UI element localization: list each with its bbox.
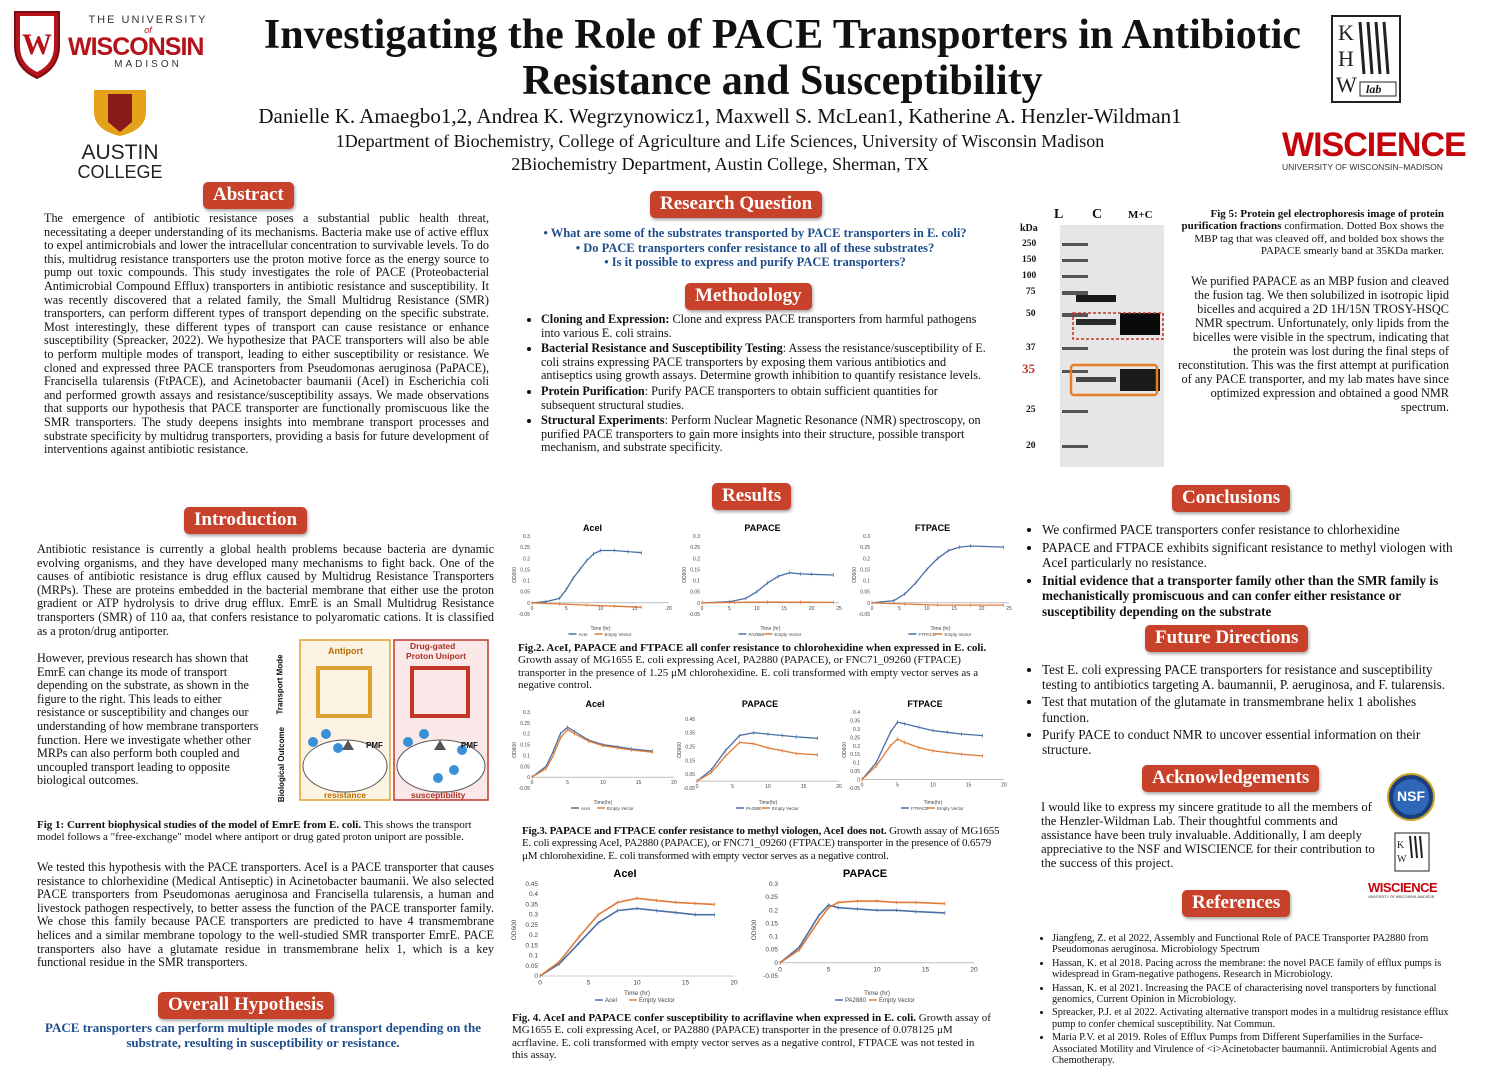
chart-x-tick-label: 5 [728, 605, 731, 612]
gel-marker-150: 150 [1022, 255, 1037, 265]
abstract-heading: Abstract [203, 182, 294, 209]
chart-x-tick-label: 5 [896, 782, 899, 789]
chart-y-tick-label: 0.05 [690, 589, 700, 596]
gel-marker-250: 250 [1022, 239, 1037, 249]
chart-x-tick-label: 15 [781, 605, 787, 612]
uw-crest [12, 6, 62, 81]
chart-x-tick-label: 10 [873, 966, 881, 974]
chart-y-label: OD600 [852, 567, 858, 583]
chart-svg [510, 866, 740, 1006]
chart-x-tick-label: 20 [978, 605, 985, 612]
fig1-uniport-label-2: Proton Uniport [406, 651, 466, 661]
svg-text:K: K [1338, 20, 1354, 45]
fig1-uniport-label-1: Drug-gated [410, 641, 456, 651]
chart-x-tick-label: 20 [666, 605, 672, 612]
chart-x-label: Time(hr) [758, 800, 778, 806]
khw-lab-small-logo [1394, 832, 1430, 872]
chart-y-tick-label: 0.1 [523, 578, 530, 585]
chart-x-tick-label: 0 [870, 605, 874, 612]
chart-series-line [872, 546, 1004, 603]
chart-svg [750, 866, 980, 1006]
uw-of: of [144, 25, 152, 35]
methodology-item: • Cloning and Expression: Clone and express PACE transporters from harmful pathogens into various E. coli strains. [541, 313, 987, 340]
wiscience-small-logo [1368, 880, 1448, 899]
chart-y-tick-label: 0.35 [685, 730, 695, 737]
fig5-caption: Fig 5: Protein gel electrophoresis image of protein purification fractions confirmation. Dotted Box shows the MBP tag that was cleaved off, and bolded box shows the PAPACE smearly band at 35KDa marker. [1181, 208, 1444, 258]
gel-marker-25: 25 [1026, 405, 1036, 415]
gel-marker-75: 75 [1026, 287, 1036, 297]
chart-y-tick-label: 0.45 [685, 716, 695, 723]
chart-y-tick-label: 0.1 [528, 952, 538, 960]
fig1-caption-rest: This shows the transport model follows a "free-exchange" model where antiport or drug gated proton uniport are possible. [37, 819, 472, 844]
chart-y-tick-label: 0.4 [853, 710, 860, 716]
chart-y-tick-label: 0 [697, 600, 700, 607]
chart-x-tick-label: 15 [965, 782, 972, 789]
austin-college-logo [70, 86, 170, 181]
chart-y-tick-label: 0 [867, 600, 870, 607]
chart-legend-label: Empty Vector [639, 998, 675, 1004]
chart-title: FTPACE [907, 699, 943, 709]
chart-y-tick-label: 0.45 [525, 881, 538, 888]
chart-y-tick-label: 0.1 [693, 578, 700, 585]
fig1-biological-outcome-label: Biological Outcome [277, 726, 287, 803]
chart-svg [680, 522, 845, 640]
gel-lane-c: C [1092, 207, 1103, 222]
intro-paragraph-3: We tested this hypothesis with the PACE transporters. AceI is a PACE transporter that causes resistance to chlorhexidine (Medical Antiseptic) in Acinetobacter baumanii. We also selected PACE transporters from Pseudomonas aeruginosa and Francisella tularensis, a human and livestock pathogen respectively, to better assess the function of the PACE transporter family. We chose this family because PACE transporters are predicted to have 4 transmembrane helices and a similar membrane topology to the well-studied SMR transporter EmrE. PACE transporters also have a glutamate residue in transmembrane helix 1, which is a key functional residue in the SMR transporters. [37, 860, 494, 970]
nsf-text: NSF [1397, 788, 1425, 804]
chart-legend-label: PA2880 [845, 998, 866, 1004]
chart-y-tick-label: 0.15 [685, 758, 695, 765]
chart-x-tick-label: 0 [530, 780, 534, 787]
gel-marker-50: 50 [1026, 309, 1036, 319]
chart-y-tick-label: 0.05 [520, 764, 530, 771]
chart-x-tick-label: 20 [730, 979, 738, 987]
chart-series-line [697, 733, 818, 781]
chart-y-tick-label: 0 [774, 959, 778, 967]
wiscience-text: WISCIENCE [1282, 126, 1466, 164]
gel-marker-37: 37 [1026, 343, 1036, 353]
chart-legend-label: AceI [605, 998, 618, 1004]
introduction-heading: Introduction [184, 507, 307, 534]
methodology-item: • Protein Purification: Purify PACE transporters to obtain sufficient quantities for subsequent structural studies. [541, 385, 987, 412]
chart-y-tick-label: 0.35 [525, 901, 538, 909]
chart-y-tick-label: 0 [527, 600, 530, 607]
fig1-caption-bold: Fig 1: Current biophysical studies of the model of EmrE from E. coli. [37, 819, 362, 831]
research-question-1: • What are some of the substrates transported by PACE transporters in E. coli? [543, 226, 967, 240]
chart-series-line [780, 905, 945, 963]
chart-series-line [702, 573, 834, 603]
references-list [1042, 933, 1452, 1068]
chart-y-tick-label: 0.15 [520, 567, 530, 574]
chart-svg [675, 698, 845, 814]
research-question-2: • Do PACE transporters confer resistance to all of these substrates? [575, 240, 935, 255]
gel-image [1018, 205, 1168, 467]
chart-y-tick-label: 0.25 [690, 545, 700, 552]
chart-x-tick-label: 15 [800, 784, 807, 791]
svg-text:W: W [1397, 854, 1407, 865]
chart-x-tick-label: 0 [778, 966, 782, 974]
chart-series-line [780, 901, 945, 963]
fig1-transport-mode-label: Transport Mode [275, 654, 285, 715]
chart-svg [510, 698, 680, 814]
affiliation-1: 1Department of Biochemistry, College of Agriculture and Life Sciences, University of Wisconsin Madison [335, 131, 1105, 151]
chart-y-label: OD600 [842, 742, 848, 758]
chart-legend-label: PA2880 [746, 806, 762, 811]
chart-x-tick-label: 0 [695, 784, 699, 791]
conclusion-item: • PAPACE and FTPACE exhibits significant resistance to methyl viologen with AceI particularly no resistance. [1042, 540, 1453, 571]
chart-y-tick-label: 0.1 [863, 578, 870, 585]
chart-x-tick-label: 5 [898, 605, 901, 612]
fig1-pmf-left: PMF [366, 741, 383, 750]
uw-wordmark [68, 14, 228, 70]
chart-y-tick-label: 0.25 [850, 735, 860, 742]
chart-series-line [532, 727, 653, 777]
chart-y-tick-label: 0.1 [853, 760, 860, 767]
chart-x-tick-label: 20 [836, 784, 842, 791]
chart-y-tick-label: 0.2 [523, 731, 530, 738]
chart-y-tick-label: 0.05 [520, 589, 530, 596]
intro-paragraph-1: Antibiotic resistance is currently a global health problems because bacteria are dynamic evolving organisms, and they have developed many mechanisms to fight back. One of the causes of antibiotic resistance is drug efflux caused by Multidrug Resistance Transporters (MRPs). These are proteins embedded in the bacterial membrane that either use the proton gradient or ATP hydrolysis to drive drug efflux. EmrE is an Small Multidrug Resistance transporters (SMR) of 110 aa, that confers resistance to polyaromatic cations. It is classified as a proton/drug antiporter. [37, 542, 494, 638]
fig1-susceptibility-label: susceptibility [411, 790, 466, 800]
svg-text:W: W [22, 28, 52, 61]
austin-shield-icon [90, 86, 150, 138]
chart-svg [850, 522, 1015, 640]
chart-x-tick-label: 10 [924, 605, 930, 612]
gel-description: We purified PAPACE as an MBP fusion and cleaved the fusion tag. We then solubilized in isotropic lipid bicelles and acquired a 2D 1H/15N TROSY-HSQC NMR spectrum. Unfortunately, only lipids from the bicelles were visible in the spectrum, indicating that the protein was lost during the final steps of reconstitution. This was the first attempt at purification of any PACE transporter, and my lab mates have since optimized expression and obtained a good NMR spectrum. [1178, 274, 1449, 414]
chart-legend-label: Empty Vector [774, 632, 802, 637]
chart-y-tick-label: -0.05 [683, 786, 695, 792]
methodology-item: • Bacterial Resistance and Susceptibility Testing: Assess the resistance/susceptibility of E. coli strains expressing PACE transporters by exposing them various antibiotics and antiseptics using growth assays. Determine growth inhibition to quantify resistance levels. [541, 342, 987, 383]
austin-line2: COLLEGE [77, 162, 163, 182]
fig1-caption [37, 819, 494, 844]
chart-x-label: Time(hr) [593, 800, 613, 806]
future-directions-heading: Future Directions [1145, 625, 1308, 652]
chart-y-tick-label: 0.05 [765, 946, 778, 954]
methodology-item: • Structural Experiments: Perform Nuclear Magnetic Resonance (NMR) spectroscopy, on purified PACE transporters to gain more insights into their structure, possible transport mechanism, and substrate specificity. [541, 414, 987, 455]
chart-y-tick-label: -0.05 [688, 612, 700, 618]
chart-y-label: OD600 [677, 742, 683, 758]
chart-x-tick-label: 25 [836, 605, 842, 612]
chart-fig3-acei [510, 698, 680, 814]
chart-y-tick-label: 0.25 [765, 894, 778, 902]
chart-y-tick-label: 0.25 [520, 545, 530, 552]
khw-lab-text: lab [1366, 82, 1382, 96]
austin-line1: AUSTIN [81, 141, 159, 164]
title-line2: Resistance and Susceptibility [522, 58, 1043, 104]
chart-y-tick-label: 0.15 [690, 567, 700, 574]
chart-y-tick-label: 0.3 [863, 534, 870, 540]
future-directions-list [1028, 662, 1448, 759]
chart-legend-label: Empty Vector [879, 998, 915, 1004]
chart-series-line [532, 729, 653, 777]
methodology-heading: Methodology [685, 283, 812, 310]
khw-lab-logo [1330, 14, 1402, 104]
chart-fig4-papace [750, 866, 980, 1006]
chart-title: PAPACE [842, 868, 888, 880]
reference-item: • Hassan, K. et al 2018. Pacing across the membrane: the novel PACE family of efflux pumps is widespread in Gram-negative pathogens. Research in Microbiology. [1052, 958, 1452, 981]
svg-text:K: K [1397, 840, 1405, 851]
chart-y-tick-label: 0 [857, 777, 860, 784]
chart-svg [510, 522, 675, 640]
chart-legend-label: Empty Vector [772, 806, 799, 811]
gel-lane-mc: M+C [1128, 209, 1153, 221]
chart-y-tick-label: 0.15 [520, 742, 530, 749]
chart-x-tick-label: 15 [681, 979, 690, 987]
chart-x-label: Time (hr) [623, 990, 651, 997]
chart-x-label: Time (hr) [760, 626, 781, 632]
chart-x-tick-label: 20 [671, 780, 677, 787]
chart-y-label: OD600 [512, 567, 518, 583]
chart-x-tick-label: 15 [921, 966, 930, 974]
chart-fig2-acei [510, 522, 675, 640]
chart-x-tick-label: 20 [970, 966, 978, 974]
chart-y-tick-label: 0.05 [525, 962, 538, 970]
uw-line2: WISCONSIN [68, 33, 204, 61]
chart-legend-label: AceI [578, 632, 588, 637]
methodology-list [527, 313, 987, 457]
page-title [240, 12, 1325, 104]
chart-fig2-ftpace [850, 522, 1015, 640]
chart-fig2-papace [680, 522, 845, 640]
future-item: • Purify PACE to conduct NMR to uncover essential information on their structure. [1042, 727, 1448, 757]
chart-x-tick-label: 15 [631, 605, 638, 612]
chart-series-line [862, 739, 983, 780]
fig1-resistance-label: resistance [324, 790, 367, 800]
svg-text:W: W [1336, 72, 1357, 97]
wiscience-small-text: WISCIENCE [1368, 880, 1438, 895]
chart-y-tick-label: 0 [534, 973, 538, 980]
affiliation-2: 2Biochemistry Department, Austin College, Sherman, TX [511, 154, 929, 174]
chart-legend-label: Empty Vector [944, 632, 972, 637]
chart-y-tick-label: 0.3 [853, 726, 860, 733]
chart-y-label: OD600 [682, 567, 688, 583]
chart-y-tick-label: 0.35 [850, 718, 860, 725]
chart-x-tick-label: 0 [530, 605, 534, 612]
hypothesis-text: PACE transporters can perform multiple modes of transport depending on the substrate, resulting in susceptibility or resistance. [45, 1020, 481, 1050]
chart-x-label: Time (hr) [590, 626, 611, 632]
chart-y-tick-label: 0.2 [693, 556, 700, 563]
chart-y-tick-label: 0.05 [685, 772, 695, 779]
intro-paragraph-2: However, previous research has shown that EmrE can change its mode of transport depending on the substrate, as shown in the figure to the right. This leads to either resistance or susceptibility and changes our understanding of how membrane transporters function. Here we investigate whether other MRPs can also perform both coupled and uncoupled transport leading to opposite biological outcomes. [37, 651, 259, 788]
chart-x-label: Time (hr) [930, 626, 951, 632]
chart-legend-label: Empty Vector [607, 806, 634, 811]
uw-line1: THE UNIVERSITY [88, 14, 208, 26]
chart-y-tick-label: 0.4 [528, 891, 538, 899]
chart-x-tick-label: 5 [731, 784, 734, 791]
authors: Danielle K. Amaegbo1,2, Andrea K. Wegrzynowicz1, Maxwell S. McLean1, Katherine A. Henzler-Wildman1 [258, 104, 1182, 128]
title-line1: Investigating the Role of PACE Transporters in Antibiotic [263, 12, 1302, 58]
uw-line3: MADISON [114, 59, 182, 70]
gel-marker-100: 100 [1022, 271, 1037, 281]
conclusion-item: • Initial evidence that a transporter family other than the SMR family is mechanistically promiscuous and can confer either resistance or susceptibility depending on the substrate [1042, 573, 1453, 620]
research-question-3: • Is it possible to express and purify PACE transporters? [604, 255, 906, 269]
chart-x-tick-label: 15 [951, 605, 957, 612]
chart-y-tick-label: 0.15 [860, 567, 870, 574]
chart-y-tick-label: 0.15 [765, 920, 778, 928]
chart-y-tick-label: 0.3 [523, 534, 530, 540]
chart-y-tick-label: 0.15 [525, 942, 538, 950]
chart-x-tick-label: 0 [700, 605, 704, 612]
chart-x-tick-label: 5 [586, 979, 591, 987]
chart-x-tick-label: 15 [635, 780, 642, 787]
references-heading: References [1182, 890, 1290, 917]
chart-y-tick-label: 0.25 [685, 744, 695, 751]
chart-y-tick-label: 0.25 [860, 545, 870, 552]
gel-kda-label: kDa [1020, 223, 1038, 234]
chart-legend-label: Empty Vector [937, 806, 964, 811]
chart-fig3-papace [675, 698, 845, 814]
fig2-caption: Fig.2. AceI, PAPACE and FTPACE all confer resistance to chlorohexidine when expressed in E. coli. Growth assay of MG1655 E. coli expressing AceI, PA2880 (PAPACE), or FNC71_09260 (FTPACE) transporter in the presence of 1.25 μM chlorohexidine. E. coli transformed with empty vector serves as a negative control. [518, 642, 987, 692]
fig3-caption: Fig.3. PAPACE and FTPACE confer resistance to methyl viologen, AceI does not. Growth assay of MG1655 E. coli expressing AceI, PA2880 (PAPACE), or FNC71_09260 (FTPACE) transporter in the presence of 0.6579 μM chlorohexidine. E. coli transformed with empty vector serves as a negative control. [522, 825, 1000, 862]
chart-legend-label: Empty Vector [604, 632, 632, 637]
wiscience-small-sub: UNIVERSITY OF WISCONSIN–MADISON [1368, 895, 1435, 899]
future-item: • Test that mutation of the glutamate in transmembrane helix 1 abolishes function. [1042, 694, 1448, 724]
chart-fig3-ftpace [840, 698, 1010, 814]
chart-x-tick-label: 25 [1006, 605, 1012, 612]
chart-y-tick-label: -0.05 [518, 612, 530, 618]
reference-item: • Jiangfeng, Z. et al 2022, Assembly and Functional Role of PACE Transporter PA2880 from Pseudomonas aeruginosa. Microbiology Spectrum [1052, 933, 1452, 956]
wiscience-logo [1282, 126, 1466, 172]
results-heading: Results [712, 483, 791, 510]
chart-title: AceI [582, 523, 603, 533]
chart-y-label: OD600 [511, 919, 518, 941]
reference-item: • Hassan, K. et al 2021. Increasing the PACE of characterising novel transporters by functional genomics, Current Opinion in Microbiology. [1052, 983, 1452, 1006]
chart-legend-label: AceI [581, 806, 591, 811]
chart-x-tick-label: 10 [930, 782, 936, 789]
chart-y-tick-label: 0.2 [863, 556, 870, 563]
chart-title: PAPACE [744, 523, 781, 533]
chart-series-line [540, 909, 715, 977]
reference-item: • Spreacker, P.J. et al 2022. Activating alternative transport modes in a multidrug resistance efflux pump to confer chemical susceptibility. Nat Commun. [1052, 1007, 1452, 1030]
abstract-text: The emergence of antibiotic resistance poses a substantial public health threat, necessitating a deeper understanding of its mechanisms. Bacteria make use of active efflux to expel antimicrobials and lower the intracellular concentration to survivable levels. To do this, multidrug resistance transporters use the proton motive force as the energy source to pump out toxic compounds. This study investigates the role of PACE (Proteobacterial Antimicrobial Compound Efflux) transporters in antibiotic resistance and susceptibility. It was recently discovered that a related family, the Small Multidrug Resistance (SMR) transporters, can perform different types of transport depending on the specific substrate. Most interestingly, these different types of transport can cause resistance or enhance susceptibility (Spreacker, 2022). We hypothesize that PACE transporters will also be able to perform multiple modes of transport, leading to either susceptibility or resistance. We cloned and expressed three PACE transporters from Pseudomonas aeruginosa (PaPACE), Francisella tularensis (FtPACE), and Acinetobacter baumanii (AceI) in Escherichia coli and performed growth assays and resistance/susceptibility assays. We made observations that supports our hypothesis that PACE transporter are functionally promiscuous like the SMR transporters. The study deepens insights into membrane transport processes and substrate specificity by multidrug transporters, providing a basis for future development of interventions against antibiotic resistance. [44, 211, 489, 457]
chart-x-label: Time(hr) [923, 800, 943, 806]
chart-y-tick-label: 0.25 [520, 720, 530, 727]
reference-item: • Maria P.V. et al 2019. Roles of Efflux Pumps from Different Superfamilies in the Surface-Associated Motility and Virulence of <i>Acinetobacter baumannii. Antimicrobial Agents and Chemotherapy. [1052, 1032, 1452, 1066]
conclusions-heading: Conclusions [1172, 485, 1290, 512]
chart-legend-label: FTPACE [918, 632, 936, 637]
chart-y-label: OD600 [751, 919, 758, 941]
hypothesis-heading: Overall Hypothesis [158, 992, 334, 1019]
nsf-logo [1386, 772, 1436, 822]
chart-y-tick-label: -0.05 [848, 786, 860, 792]
gel-lane-l: L [1054, 207, 1064, 222]
chart-x-tick-label: 10 [633, 979, 641, 987]
chart-svg [840, 698, 1010, 814]
chart-y-tick-label: 0.1 [768, 933, 778, 941]
chart-y-tick-label: 0.05 [860, 589, 870, 596]
gel-marker-35: 35 [1022, 361, 1035, 376]
chart-title: AceI [613, 868, 637, 880]
chart-y-tick-label: 0.2 [853, 743, 860, 750]
chart-y-label: OD600 [512, 742, 518, 758]
future-item: • Test E. coli expressing PACE transporters for resistance and susceptibility testing to antibiotics targeting A. baumannii, P. aeruginosa, and F. tularensis. [1042, 662, 1448, 692]
chart-series-line [697, 742, 818, 781]
chart-x-tick-label: 5 [564, 605, 568, 612]
chart-y-tick-label: 0.1 [523, 753, 530, 760]
chart-x-tick-label: 20 [1001, 782, 1007, 789]
chart-x-label: Time (hr) [863, 990, 891, 997]
fig1-diagram [275, 638, 492, 804]
wiscience-sub: UNIVERSITY OF WISCONSIN–MADISON [1282, 162, 1443, 172]
chart-y-tick-label: 0 [527, 775, 530, 782]
chart-y-tick-label: 0.3 [523, 710, 530, 716]
chart-y-tick-label: -0.05 [858, 612, 870, 618]
acknowledgements-text: I would like to express my sincere gratitude to all the members of the Henzler-Wildman Lab. Their thoughtful comments and assistance have been truly invaluable. Additionally, I am deeply appreciative to the NSF and WISCIENCE for their contribution to the success of this project. [1041, 800, 1375, 870]
chart-series-line [862, 722, 983, 780]
chart-title: AceI [585, 699, 605, 709]
chart-legend-label: FTPACE [911, 806, 929, 811]
conclusions-list [1028, 522, 1453, 622]
chart-series-line [532, 551, 642, 603]
research-question-heading: Research Question [650, 191, 822, 218]
fig1-pmf-right: PMF [461, 741, 478, 750]
chart-y-tick-label: 0.2 [528, 932, 538, 940]
research-questions [505, 226, 1005, 270]
chart-x-tick-label: 0 [538, 979, 542, 987]
chart-y-tick-label: 0.3 [768, 881, 778, 888]
chart-x-tick-label: 5 [566, 780, 569, 787]
chart-y-tick-label: -0.05 [763, 973, 778, 980]
chart-fig4-acei [510, 866, 740, 1006]
chart-y-tick-label: 0.3 [693, 534, 700, 540]
chart-title: PAPACE [741, 699, 779, 709]
acknowledgements-heading: Acknowledgements [1142, 765, 1319, 792]
chart-x-tick-label: 10 [754, 605, 760, 612]
chart-x-tick-label: 10 [597, 605, 604, 612]
conclusion-item: • We confirmed PACE transporters confer resistance to chlorhexidine [1042, 522, 1453, 538]
chart-x-tick-label: 5 [826, 966, 831, 974]
chart-x-tick-label: 10 [765, 784, 771, 791]
chart-y-tick-label: -0.05 [518, 786, 530, 792]
chart-y-tick-label: 0.15 [850, 752, 860, 759]
chart-y-tick-label: 0.3 [528, 911, 538, 919]
gel-marker-20: 20 [1026, 441, 1036, 451]
chart-x-tick-label: 0 [860, 782, 864, 789]
fig1-antiport-label: Antiport [328, 646, 363, 656]
chart-legend-label: PA2880 [748, 632, 765, 637]
chart-y-tick-label: 0.2 [523, 556, 530, 563]
chart-y-tick-label: 0.05 [850, 769, 860, 776]
chart-x-tick-label: 20 [808, 605, 815, 612]
chart-y-tick-label: 0.2 [768, 907, 778, 915]
chart-y-tick-label: 0.25 [525, 921, 538, 929]
chart-title: FTPACE [914, 523, 951, 533]
fig4-caption: Fig. 4. AceI and PAPACE confer susceptibility to acriflavine when expressed in E. coli. Growth assay of MG1655 E. coli expressing AceI, or PA2880 (PAPACE) transporter in the presence of 0.078125 μM acrflavine. E. coli transformed with empty vector serves as a negative control, FTPACE was not tested in this assay. [512, 1012, 991, 1062]
svg-text:H: H [1338, 46, 1354, 71]
chart-x-tick-label: 10 [600, 780, 606, 787]
